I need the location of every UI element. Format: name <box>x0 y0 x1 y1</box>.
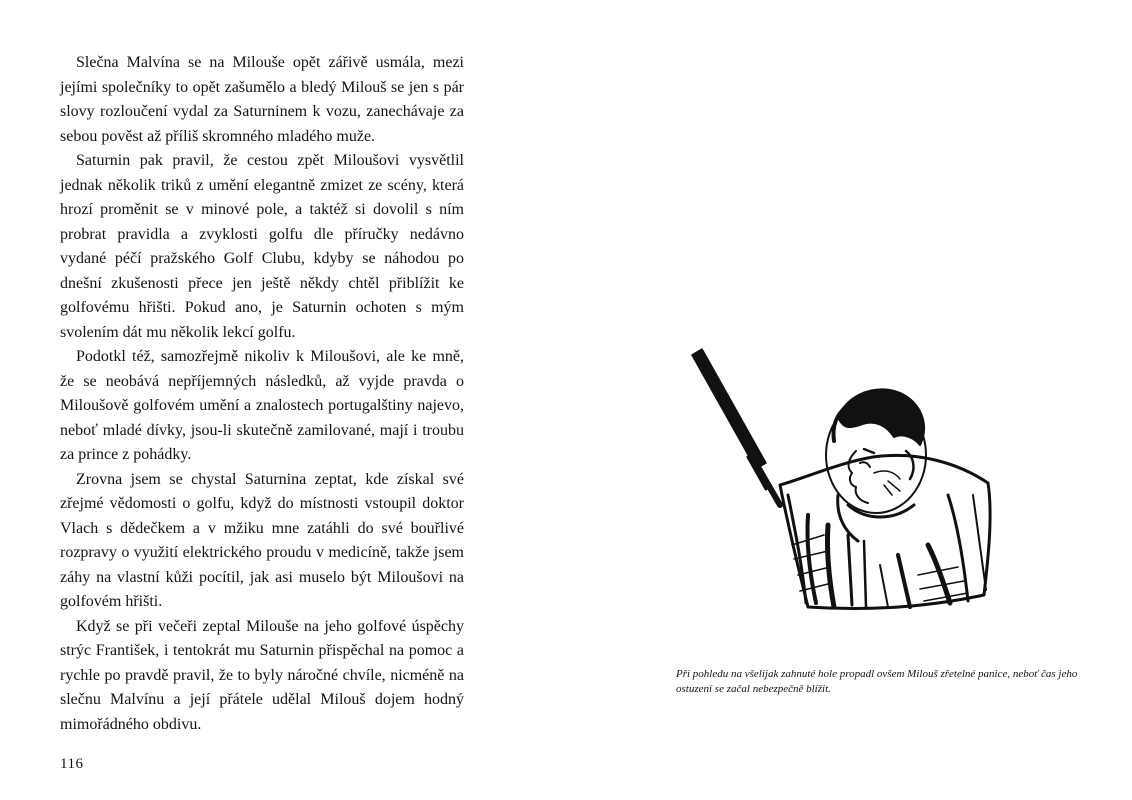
paragraph: Podotkl též, samozřejmě nikoliv k Miloušovi, ale ke mně, že se neobává nepříjemných následků, až vyjde pravda o Miloušově golfovém umění a znalostech portugalštiny najevo, neboť mladé dívky, jsou-li skutečně zamilované, mají i troubu za prince z pohádky. <box>60 348 464 463</box>
hair <box>838 389 924 445</box>
left-page-text <box>60 51 464 737</box>
golf-club-shaft <box>692 349 766 469</box>
illustration-caption: Při pohledu na všelijak zahnuté hole propadl ovšem Milouš zřetelné panice, neboť čas jeho ostuzení se začal nebezpečně blížit. <box>676 668 1078 695</box>
paragraph: Saturnin pak pravil, že cestou zpět Miloušovi vysvětlil jednak několik triků z umění elegantně zmizet ze scény, která hrozí proměnit se v minové pole, a taktéž si dovolil s ním probrat pravidla a zvyklosti golfu dle příručky nedávno vydané péčí pražského Golf Clubu, kdyby se náhodou po dnešní zkušenosti přece jen ještě někdy chtěl přiblížit ke golfovému hřišti. Pokud ano, je Saturnin ochoten s mým svolením dát mu několik lekcí golfu. <box>60 152 464 341</box>
ink-illustration <box>688 345 1083 617</box>
paragraph: Slečna Malvína se na Milouše opět zářivě usmála, mezi jejími společníky to opět zašumělo a bledý Milouš se jen s pár slovy rozloučení vydal za Saturninem k vozu, zanechávaje za sebou pověst až příliš skromného mladého muže. <box>60 54 464 145</box>
paragraph: Když se při večeři zeptal Milouše na jeho golfové úspěchy strýc František, i tentokrát mu Saturnin přispěchal na pomoc a rychle po pravdě pravil, že to byly náročné chvíle, nicméně na slečnu Malvínu a její přátele udělal Milouš dojem hodný mimořádného obdivu. <box>60 617 464 733</box>
paragraph: Zrovna jsem se chystal Saturnina zeptat, kde získal své zřejmé vědomosti o golfu, když do místnosti vstoupil doktor Vlach s dědečkem a v mžiku mne zatáhli do své bouřlivé rozpravy o využití elektrického proudu v medicíně, takže jsem záhy na vlastní kůži pocítil, jak asi muselo být Miloušovi na golfovém hřišti. <box>60 470 464 610</box>
page-number: 116 <box>60 756 84 772</box>
